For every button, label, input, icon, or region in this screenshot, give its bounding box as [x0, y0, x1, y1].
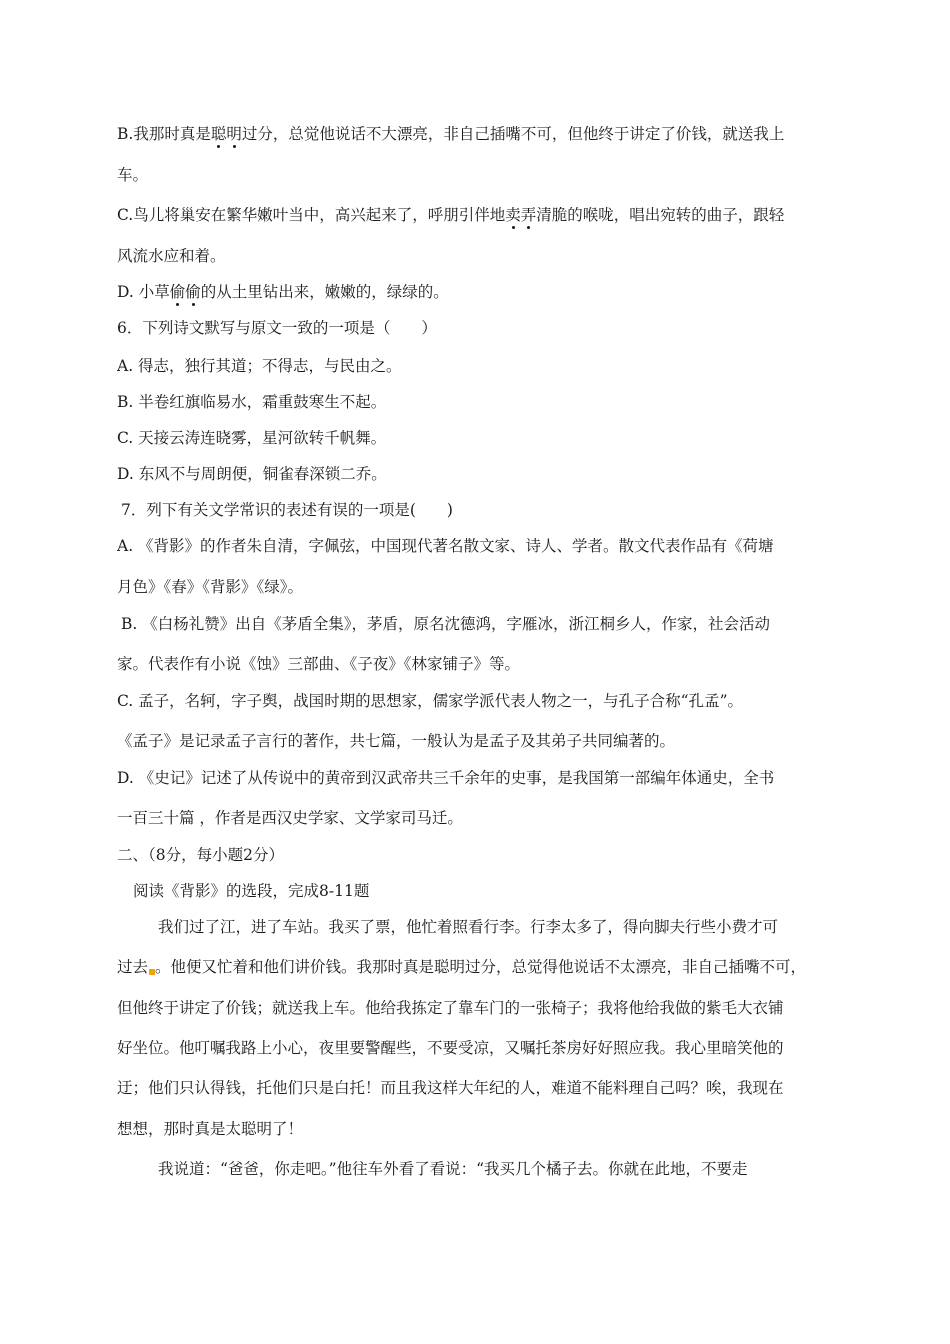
- question-7: 7．列下有关文学常识的表述有误的一项是( ): [121, 501, 453, 519]
- reading-instruction: 阅读《背影》的选段，完成8-11题: [133, 882, 370, 900]
- q7-option-c-line-1: C. 孟子，名轲，字子舆，战国时期的思想家，儒家学派代表人物之一，与孔子合称“孔孟”。: [117, 692, 744, 710]
- q7-option-a-line-1: A. 《背影》的作者朱自清，字佩弦，中国现代著名散文家、诗人、学者。散文代表作品有《荷塘: [117, 537, 774, 555]
- q6-option-d: D. 东风不与周朗便，铜雀春深锁二乔。: [117, 465, 387, 483]
- q7-option-b-line-1: B. 《白杨礼赞》出自《茅盾全集》，茅盾，原名沈德鸿，字雁冰，浙江桐乡人，作家，社会活动: [121, 615, 770, 633]
- option-b-line-2: 车。: [117, 166, 149, 184]
- option-b-line-1: B.我那时真是聪明过分，总觉他说话不大漂亮，非自己插嘴不可，但他终于讲定了价钱，就送我上: [117, 125, 785, 143]
- passage-line-4: 好坐位。他叮嘱我路上小心，夜里要警醒些，不要受凉，又嘱托茶房好好照应我。我心里暗笑他的: [117, 1039, 784, 1057]
- section-heading: 二、（8分，每小题2分）: [117, 846, 284, 864]
- passage-line-1: 我们过了江，进了车站。我买了票，他忙着照看行李。行李太多了，得向脚夫行些小费才可: [158, 918, 779, 936]
- emphasis-char: 卖: [505, 206, 521, 224]
- q7-option-b-line-2: 家。代表作有小说《蚀》三部曲、《子夜》《林家铺子》等。: [117, 655, 521, 673]
- passage-line-6: 想想，那时真是太聪明了！: [117, 1120, 304, 1138]
- passage-line-3: 但他终于讲定了价钱；就送我上车。他给我拣定了靠车门的一张椅子；我将他给我做的紫毛大衣铺: [117, 999, 784, 1017]
- emphasis-char: 偷: [169, 283, 186, 301]
- option-c-line-1: C.鸟儿将巢安在繁华嫩叶当中，高兴起来了，呼朋引伴地卖弄清脆的喉咙，唱出宛转的曲子，跟轻: [117, 206, 785, 224]
- option-c-line-2: 风流水应和着。: [117, 247, 226, 265]
- q7-option-a-line-2: 月色》《春》《背影》《绿》。: [117, 578, 304, 596]
- q6-option-a: A. 得志，独行其道；不得志，与民由之。: [117, 357, 402, 375]
- passage-line-5: 迂；他们只认得钱，托他们只是白托！而且我这样大年纪的人，难道不能料理自己吗？唉，我现在: [117, 1079, 784, 1097]
- q6-option-c: C. 天接云涛连晓雾，星河欲转千帆舞。: [117, 429, 387, 447]
- emphasis-char: 明: [226, 125, 242, 143]
- q7-option-c-line-2: 《孟子》是记录孟子言行的著作，共七篇，一般认为是孟子及其弟子共同编著的。: [117, 732, 676, 750]
- passage-line-2: 过去 。他便又忙着和他们讲价钱。我那时真是聪明过分，总觉得他说话不太漂亮，非自己插嘴不可，: [117, 958, 807, 976]
- option-d-line: D. 小草偷偷的从土里钻出来，嫩嫩的，绿绿的。: [117, 283, 449, 301]
- q6-option-b: B. 半卷红旗临易水，霜重鼓寒生不起。: [117, 393, 387, 411]
- emphasis-char: 弄: [520, 206, 537, 224]
- passage-line-7: 我说道：“爸爸，你走吧。”他往车外看了看说：“我买几个橘子去。你就在此地，不要走: [158, 1160, 748, 1178]
- emphasis-char: 聪: [210, 125, 227, 143]
- q7-option-d-line-2: 一百三十篇 ，作者是西汉史学家、文学家司马迁。: [117, 809, 463, 827]
- q7-option-d-line-1: D. 《史记》记述了从传说中的黄帝到汉武帝共三千余年的史事，是我国第一部编年体通史，全书: [117, 769, 775, 787]
- emphasis-char: 偷: [185, 283, 201, 301]
- question-6: 6．下列诗文默写与原文一致的一项是（ ）: [117, 319, 437, 337]
